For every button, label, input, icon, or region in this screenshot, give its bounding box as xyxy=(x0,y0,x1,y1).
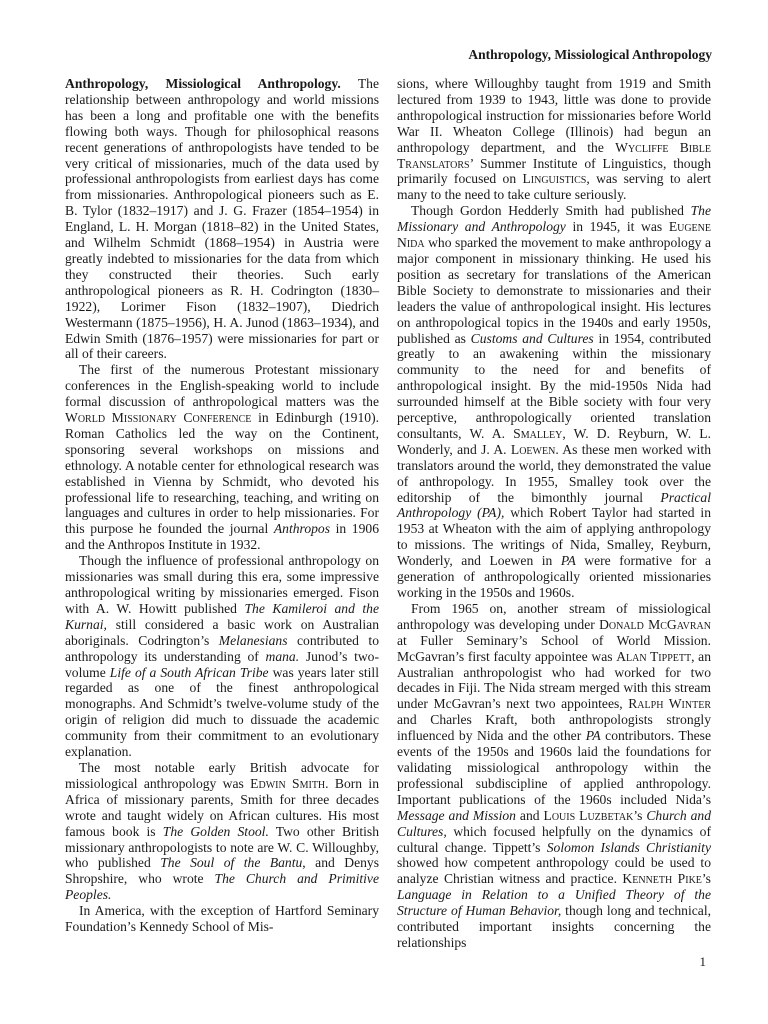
text-run: Junod’s two-volume xyxy=(65,648,379,680)
right-column xyxy=(397,76,711,951)
text-run: , W. D. Reyburn, W. L. Wonderly, and J. A. xyxy=(397,425,711,457)
left-column xyxy=(65,76,379,935)
text-run: still considered a basic work on Australian aboriginals. Codrington’s xyxy=(65,616,379,648)
text-run: The first of the numerous Protestant missionary conferences in the English-speaking world to include formal discussion of anthropological matters was the xyxy=(65,362,379,410)
running-head: Anthropology, Missiological Anthropology xyxy=(468,47,712,62)
italic-title: Church and Cultures, xyxy=(397,807,711,839)
text-run: The relationship between anthropology and world missions has been a long and profitable one with the benefits flowing both ways. Though for philosophical reasons recent generations of anthropologists have tended to be very critical of missionaries, much of the data used by professional anthropologists from earliest days has come from missionaries. Anthropological pioneers such as E. B. Tylor (1832–1917) and J. G. Frazer (1854–1954) in England, L. H. Morgan (1818–82) in the United States, and Wilhelm Schmidt (1868–1954) in Austria were greatly indebted to missionaries for the data from which they constructed their theories. Such early anthropological pioneers as R. H. Codrington (1830–1922), Lorimer Fison (1832–1907), Diedrich Westermann (1875–1956), H. A. Junod (1863–1934), and Edwin Smith (1876–1957) were missionaries for part or all of their careers. xyxy=(65,76,379,362)
text-run: contributors. These events of the 1950s and 1960s laid the foundations for validating missiological anthropology within the professional subdiscipline of applied anthropology. Important publications of the 1960s included Nida’s xyxy=(397,728,711,807)
text-run: . Born in Africa of missionary parents, Smith for three decades wrote and taught widely on African cultures. His most famous book is xyxy=(65,775,380,839)
cross-reference: Edwin Smith xyxy=(250,775,326,791)
italic-title: Life of a South African Tribe xyxy=(109,664,269,680)
italic-title: The Soul of the Bantu xyxy=(160,855,303,871)
text-run: In America, with the exception of Hartford Seminary Foundation’s Kennedy School of Mis- xyxy=(65,903,379,935)
text-run: , was serving to alert many to the need to take culture seriously. xyxy=(397,171,711,203)
italic-title: Practical Anthropology (PA), xyxy=(397,489,711,521)
text-run: was years later still regarded as one of the finest anthropological monographs. And Schmidt’s twelve-volume study of the origin of religion did much to dissuade the academic community from their commitment to an evolutionary explanation. xyxy=(65,664,379,760)
paragraph-nida xyxy=(397,203,711,601)
paragraph-america xyxy=(65,903,379,935)
text-run: ’s xyxy=(701,871,711,887)
paragraph-intro xyxy=(65,76,379,362)
cross-reference: Louis Luzbetak xyxy=(543,807,634,823)
text-run: in 1906 and the Anthropos Institute in 1932. xyxy=(65,521,379,553)
cross-reference: Loewen xyxy=(510,441,556,457)
text-run: at Fuller Seminary’s School of World Mission. McGavran’s first faculty appointee was xyxy=(397,632,711,664)
text-run: From 1965 on, another stream of missiological anthropology was developing under xyxy=(397,600,711,632)
paragraph-fuller-seminary xyxy=(397,601,711,951)
text-run: Two other British missionary anthropologists to note are W. C. Willoughby, who published xyxy=(65,823,379,871)
cross-reference: Smalley xyxy=(513,425,563,441)
text-run: ’s xyxy=(633,807,647,823)
italic-title: The Golden Stool. xyxy=(162,823,269,839)
text-run: , and Denys Shropshire, who wrote xyxy=(65,855,379,887)
cross-reference: Ralph Winter xyxy=(628,696,711,712)
text-run: and xyxy=(515,807,544,823)
text-run: showed how competent anthropology could be used to analyze Christian witness and practice. xyxy=(397,855,711,887)
text-run: in 1954, contributed greatly to an awakening within the missionary community to the need for and benefits of anthropological insight. By the mid-1950s Nida had surrounded himself at the Bible society with four very perceptive, anthropologically oriented translation consultants, W. A. xyxy=(397,330,711,441)
text-run: and Charles Kraft, both anthropologists strongly influenced by Nida and the other xyxy=(397,712,711,744)
cross-reference: Linguistics xyxy=(522,171,587,187)
cross-reference: Kenneth Pike xyxy=(622,871,702,887)
paragraph-conferences xyxy=(65,362,379,553)
text-run: were formative for a generation of anthropologically oriented missionaries working in the 1950s and 1960s. xyxy=(397,553,712,600)
text-run: . As these men worked with translators around the world, they demonstrated the value of anthropology. In 1955, Smalley took over the editorship of the bimonthly journal xyxy=(397,441,712,505)
italic-title: The Kamileroi and the Kurnai, xyxy=(65,600,379,632)
paragraph-early-writing xyxy=(65,553,379,760)
italic-title: Anthropos xyxy=(273,521,330,537)
text-run: in Edinburgh (1910). Roman Catholics led the way on the Continent, sponsoring several workshops on missions and ethnology. A notable center for ethnological research was established in Vienna by Schmidt, who devoted his professional life to researching, teaching, and writing on languages and cultures in order to help missionaries. For this purpose he founded the journal xyxy=(65,410,379,537)
italic-title: PA xyxy=(585,728,601,744)
text-run: though long and technical, contributed important insights concerning the relationships xyxy=(397,903,712,950)
italic-title: Message and Mission xyxy=(397,807,516,823)
text-run: sions, where Willoughby taught from 1919 and Smith lectured from 1939 to 1943, little was done to provide anthropological instruction for missionaries before World War II. Wheaton College (Illinois) had begun an anthropology department, and the xyxy=(397,76,711,155)
cross-reference: Donald McGavran xyxy=(599,616,712,632)
text-run: which Robert Taylor had started in 1953 at Wheaton with the aim of applying anthropology to missions. The writings of Nida, Smalley, Reyburn, Wonderly, and Loewen in xyxy=(397,505,711,569)
cross-reference: Eugene Nida xyxy=(397,219,711,251)
paragraph-british-advocates xyxy=(65,760,379,903)
italic-title: Solomon Islands Christianity xyxy=(546,839,711,855)
italic-title: The Church and Primitive Peoples. xyxy=(65,871,380,903)
text-run: which focused helpfully on the dynamics of cultural change. Tippett’s xyxy=(397,823,711,855)
italic-title: The Missionary and Anthropology xyxy=(397,203,711,235)
cross-reference: World Missionary Conference xyxy=(65,410,252,426)
text-run: The most notable early British advocate for missiological anthropology was xyxy=(65,759,379,791)
text-run: in 1945, it was xyxy=(565,219,669,235)
page-number: 1 xyxy=(699,954,706,969)
cross-reference: Wycliffe Bible Translators xyxy=(397,139,711,171)
italic-title: PA xyxy=(560,553,576,569)
entry-headword: Anthropology, Missiological Anthropology. xyxy=(65,76,341,91)
text-run: Though Gordon Hedderly Smith had published xyxy=(411,203,691,219)
text-run: who sparked the movement to make anthropology a major component in missionary thinking. He used his position as secretary for translations of the American Bible Society to demonstrate to missionaries and their leaders the value of anthropological insight. His lectures on anthropological topics in the 1940s and early 1950s, published as xyxy=(397,235,711,346)
text-run: , an Australian anthropologist who had worked for two decades in Fiji. The Nida stream merged with this stream under McGavran’s next two appointees, xyxy=(397,648,711,712)
italic-title: Melanesians xyxy=(218,632,288,648)
italic-title: Language in Relation to a Unified Theory of the Structure of Human Behavior, xyxy=(397,887,711,919)
text-run: ’ Summer Institute of Linguistics, though primarily focused on xyxy=(397,155,711,187)
paragraph-continued xyxy=(397,76,711,203)
italic-title: Customs and Cultures xyxy=(470,330,594,346)
cross-reference: Alan Tippett xyxy=(616,648,692,664)
text-run: Though the influence of professional anthropology on missionaries was small during this era, some impressive anthropological writing by missionaries emerged. Fison with A. W. Howitt published xyxy=(65,553,379,616)
italic-term: mana. xyxy=(265,648,300,664)
text-run: contributed to anthropology its understanding of xyxy=(65,632,379,664)
